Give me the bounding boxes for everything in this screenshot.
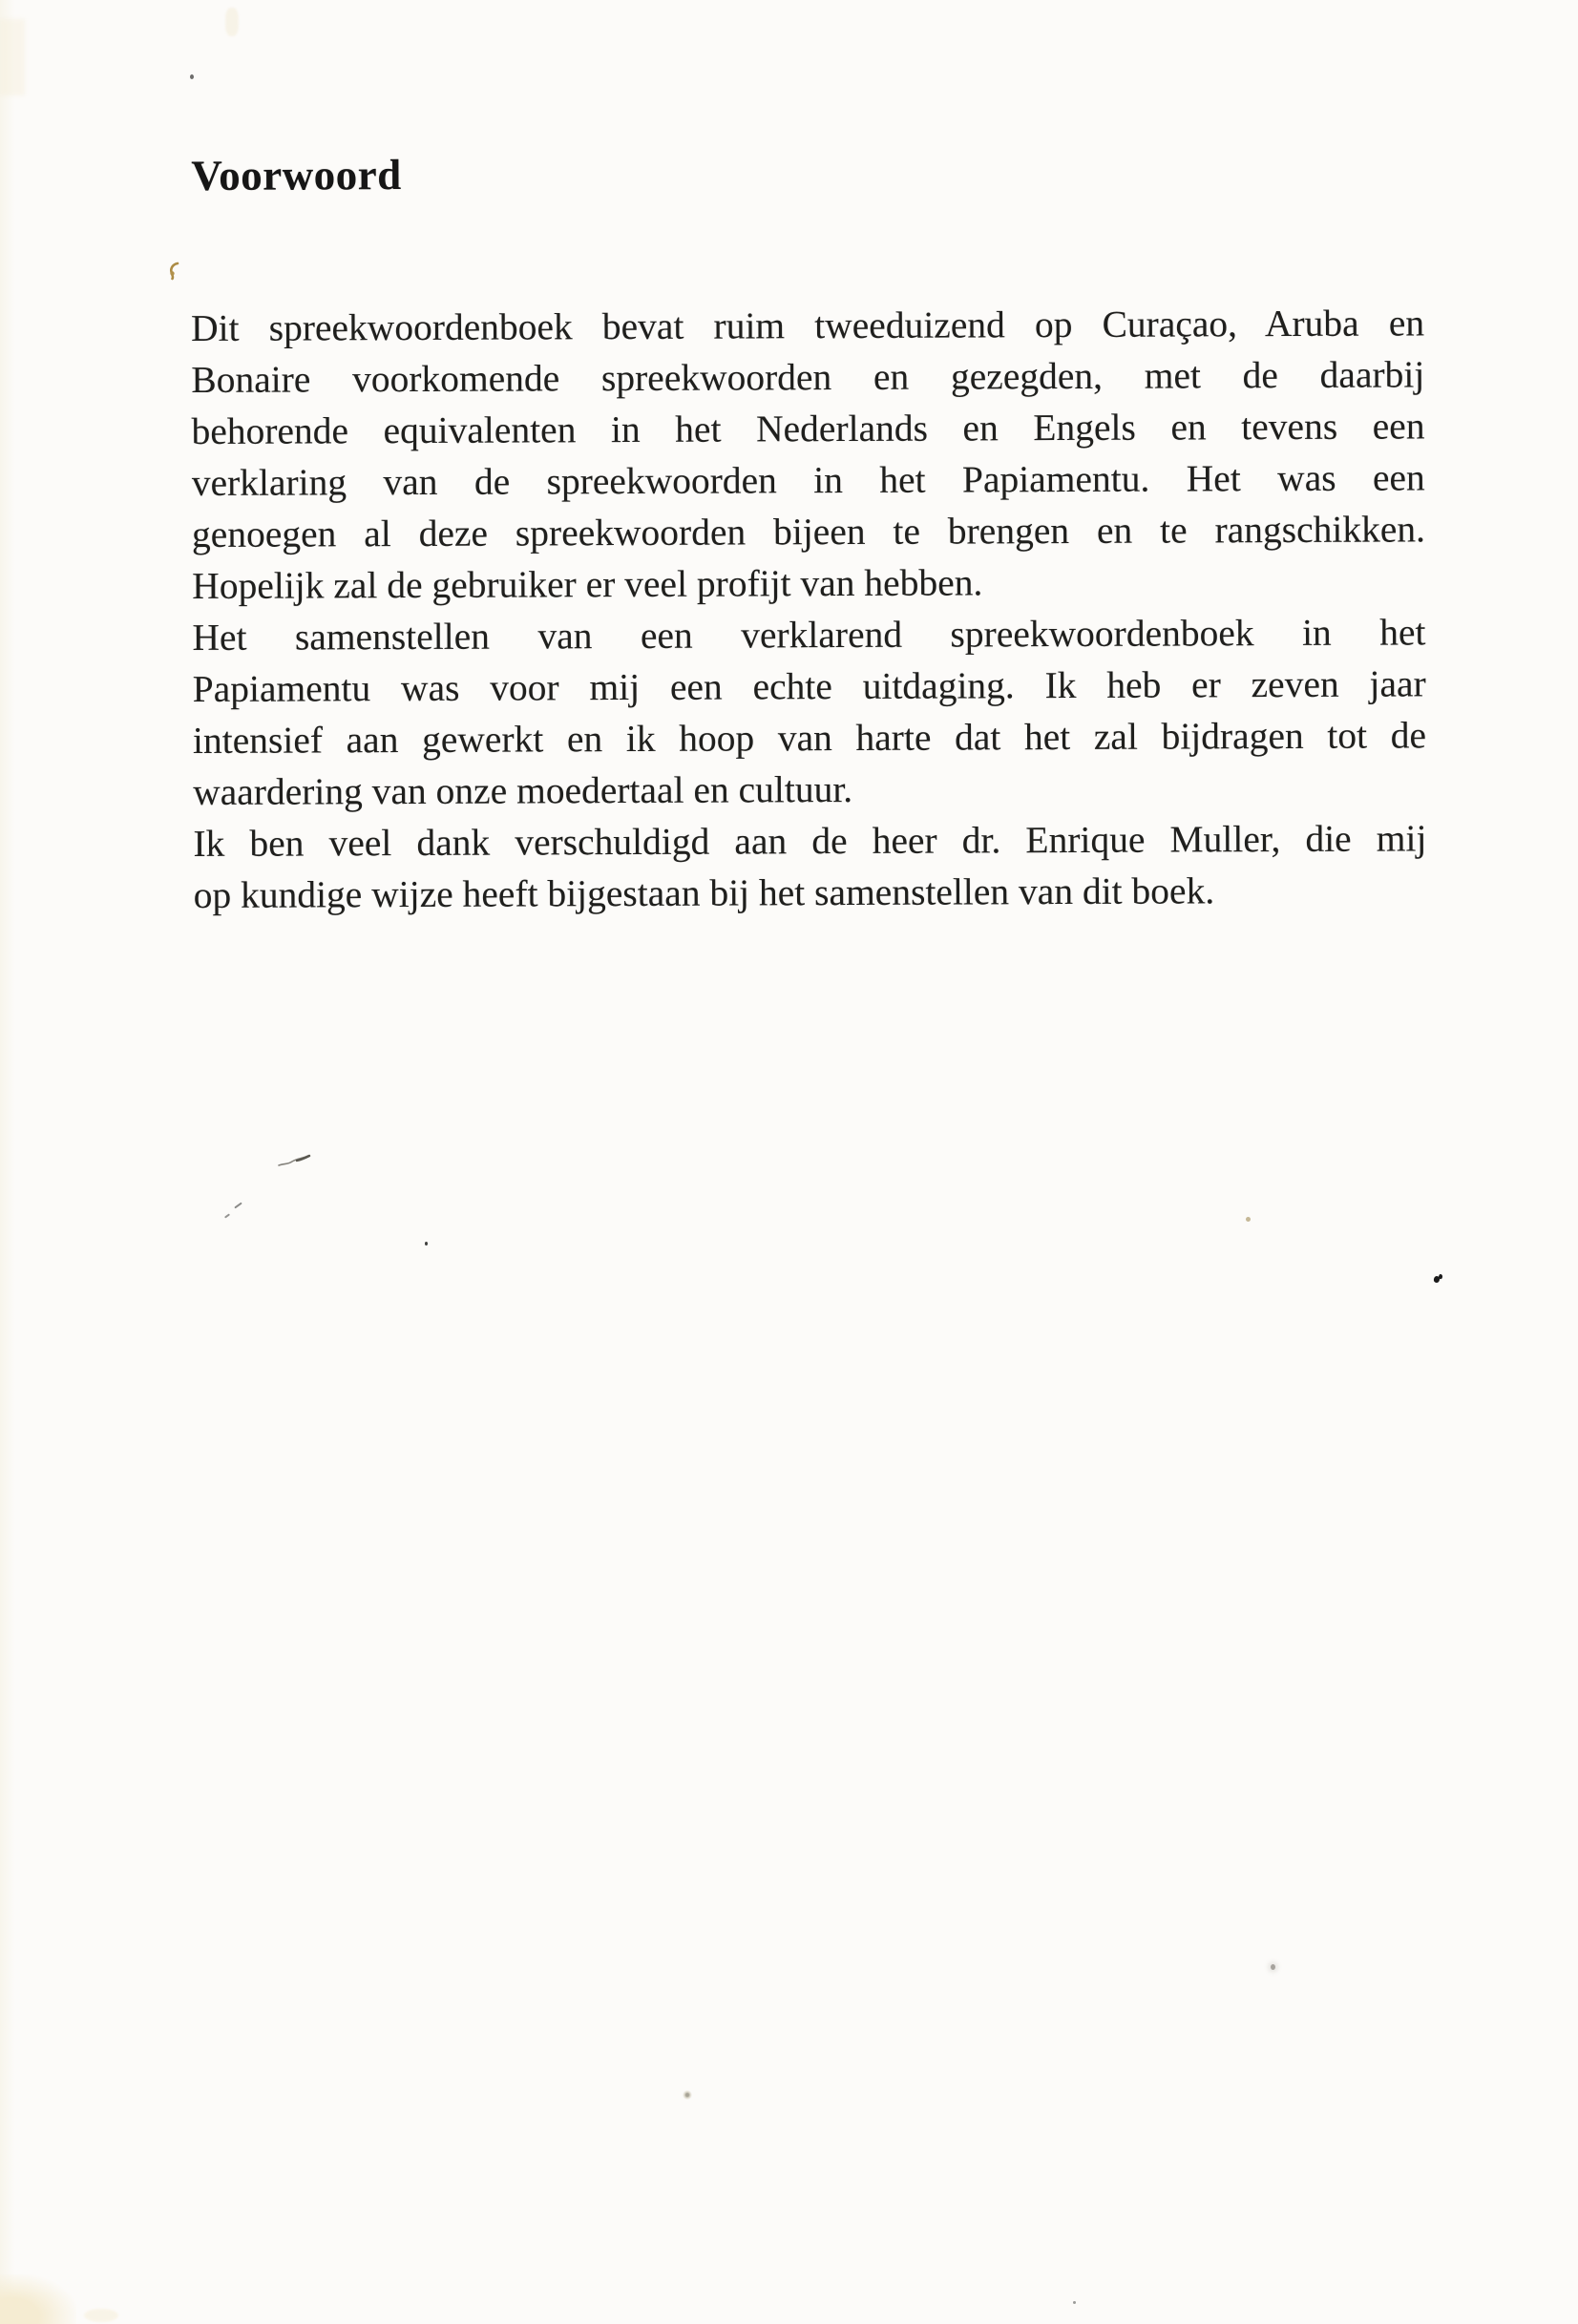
text-line: Het samenstellen van een verklarend spreekwoordenboek in het — [192, 611, 1426, 659]
text-line: Hopelijk zal de gebruiker er veel profijt van hebben. — [192, 561, 983, 607]
page-title: Voorwoord — [191, 151, 402, 199]
text-line: genoegen al deze spreekwoorden bijeen te brengen en te rangschikken. — [191, 508, 1426, 555]
text-line: waardering van onze moedertaal en cultuur. — [193, 767, 853, 813]
text-line: verklaring van de spreekwoorden in het Papiamentu. Het was een — [191, 456, 1425, 504]
text-line: Papiamentu was voor mij een echte uitdaging. Ik heb er zeven jaar — [192, 662, 1426, 710]
text-line: op kundige wijze heeft bijgestaan bij het samenstellen van dit boek. — [193, 869, 1215, 916]
text-line: Bonaire voorkomende spreekwoorden en gezegden, met de daarbij — [191, 353, 1425, 401]
text-line: Dit spreekwoordenboek bevat ruim tweeduizend op Curaçao, Aruba en — [190, 302, 1425, 349]
text-line: intensief aan gewerkt en ik hoop van harte dat het zal bijdragen tot de — [192, 714, 1427, 762]
body-text — [191, 297, 1427, 921]
text-line: Ik ben veel dank verschuldigd aan de heer dr. Enrique Muller, die mij — [193, 817, 1427, 865]
text-line: behorende equivalenten in het Nederlands en Engels en tevens een — [191, 405, 1425, 452]
